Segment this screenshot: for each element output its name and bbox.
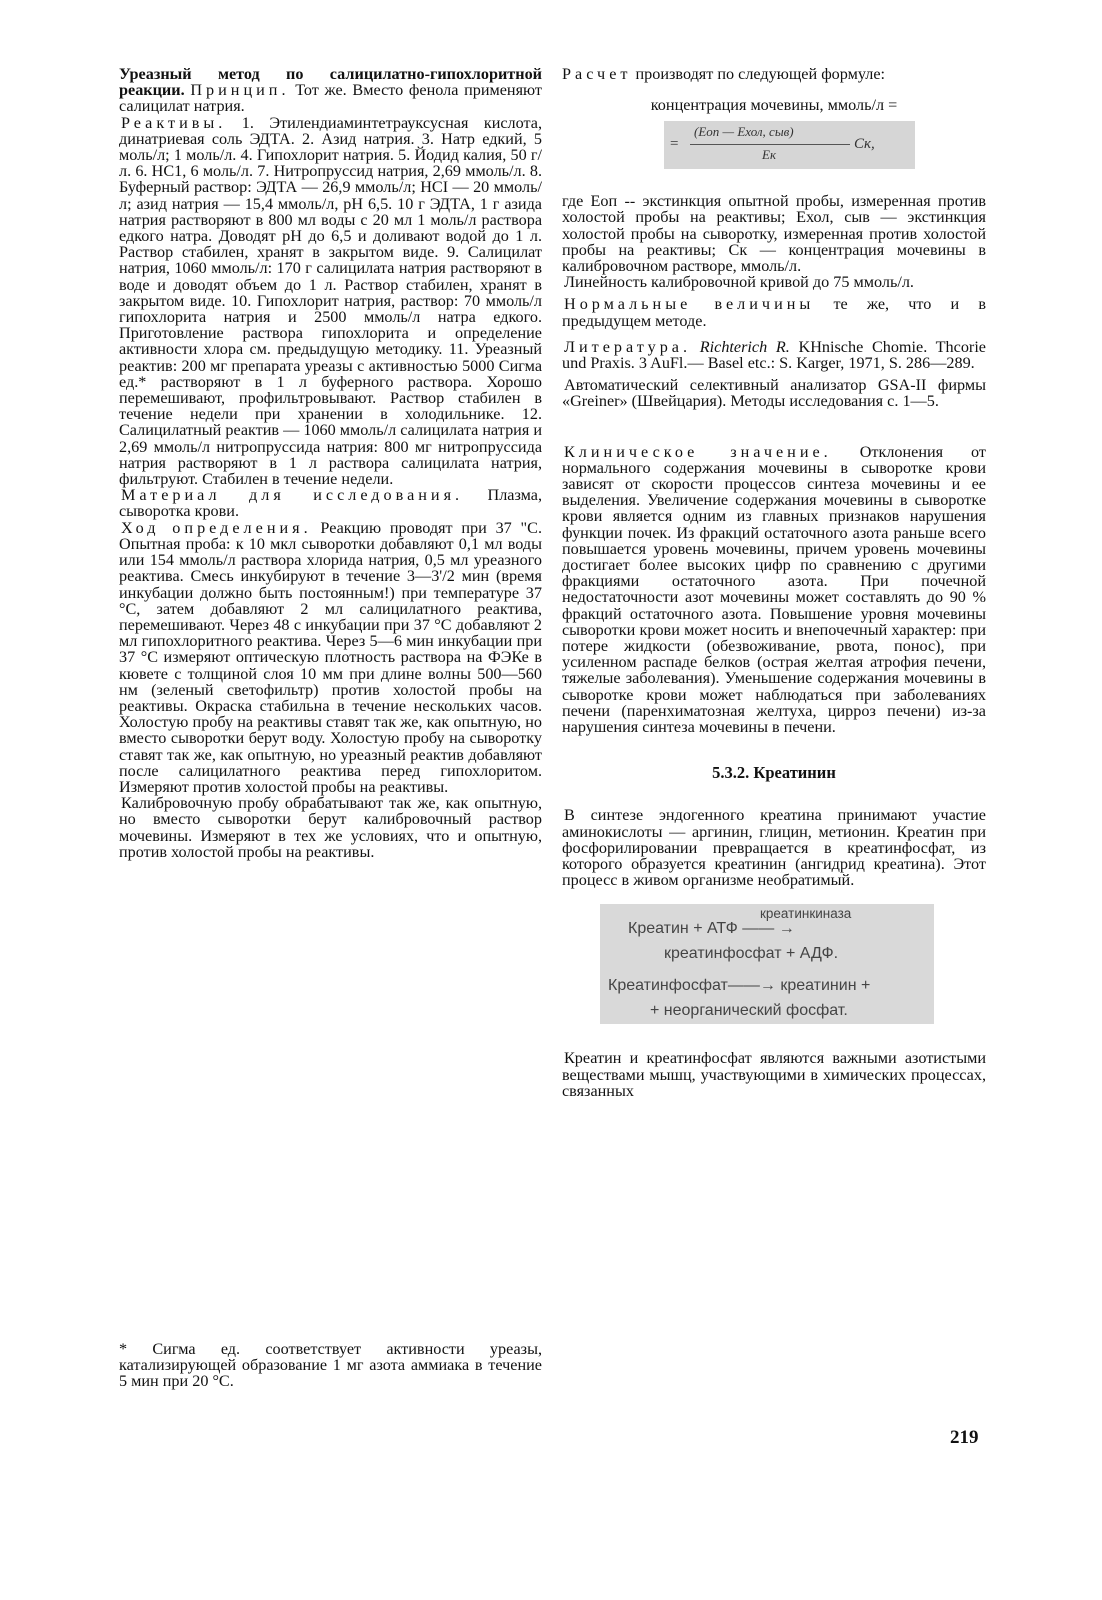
scheme-line-3: Креатинфосфат——→ креатинин + xyxy=(608,977,871,995)
section-heading: 5.3.2. Креатинин xyxy=(712,763,836,783)
reaction-scheme-image xyxy=(600,904,934,1024)
paragraph-where: где Еоп -- экстинкция опытной пробы, измеренная против холостой пробы на реактивы; Ехол, сыв — экстинкция холостой пробы на сыворотку, измеренная против холостой пробы на реактивы; Ск — концентрация мочевины в калибровочном растворе, ммоль/л. xyxy=(562,192,986,276)
paragraph-procedure xyxy=(119,520,542,795)
normal-text: те же, что и в предыдущем методе. xyxy=(562,295,986,330)
literature-label: Литература. xyxy=(564,337,692,356)
method-title: Уреазный метод по салицилатно-гипохлоритной реакции. xyxy=(119,65,542,100)
page-number: 219 xyxy=(950,1427,979,1448)
paragraph-clinical xyxy=(562,444,986,736)
material-text: Плазма, сыворотка крови. xyxy=(119,486,543,521)
left-column xyxy=(119,66,542,860)
footnote xyxy=(119,1341,542,1390)
paragraph-literature xyxy=(562,339,986,371)
paragraph-analyzer: Автоматический селективный анализатор GSA-II фирмы «Greiner» (Швейцария). Методы исследования с. 1—5. xyxy=(562,376,986,411)
formula-factor: Ск, xyxy=(854,136,875,153)
scheme-line-2: креатинфосфат + АДФ. xyxy=(664,945,839,963)
right-column xyxy=(562,66,986,1099)
paragraph-creatine-role: Креатин и креатинфосфат являются важными азотистыми веществами мышц, участвующими в химических процессах, связанных xyxy=(562,1049,986,1100)
procedure-text: Реакцию проводят при 37 "С. Опытная проба: к 10 мкл сыворотки добавляют 0,1 мл воды или 154 ммоль/л раствора хлорида натрия, 0,5 мл уреазного реактива. Смесь инкубируют в течение 3—3'/2 мин (время инкубации должно быть постоянным!) при температуре 37 °С, затем добавляют 2 мл салицилатного реактива, перемешивают. Через 48 с инкубации при 37 °С добавляют 2 мл гипохлоритного реактива. Через 5—6 мин инкубации при 37 °С измеряют оптическую плотность раствора на ФЭКе в кювете с толщиной слоя 10 мм при длине волны 500—560 нм (зеленый светофильтр) против холостой пробы на реактивы. Окраска стабильна в течение нескольких часов. Холостую пробу на реактивы ставят так же, как опытную, но вместо сыворотки берут воду. Холостую пробу на сыворотку ставят так же, как опытную, но уреазный реактив добавляют после салицилатного реактива перед гипохлоритом. Измеряют против холостой пробы на реактивы. xyxy=(119,518,543,796)
reagents-label: Реактивы. xyxy=(121,113,227,132)
paragraph-normal xyxy=(562,296,986,328)
scheme-line-1: Креатин + АТФ —— → xyxy=(628,920,795,938)
paragraph-calculation xyxy=(562,66,986,82)
principle-text: Тот же. Вместо фенола применяют салицилат натрия. xyxy=(119,81,542,116)
footnote-text: * Сигма ед. соответствует активности уреазы, катализирующей образование 1 мг азота аммиака в течение 5 мин при 20 °С. xyxy=(119,1340,542,1391)
clinical-label: Клиническое значение. xyxy=(564,442,832,461)
procedure-label: Ход определения. xyxy=(121,518,312,537)
scheme-enzyme: креатинкиназа xyxy=(760,906,852,922)
formula-numerator: (Еоп — Ехол, сыв) xyxy=(694,124,794,140)
paragraph-material xyxy=(119,487,542,519)
formula-equals: = xyxy=(670,136,679,153)
calculation-text: производят по следующей формуле: xyxy=(635,65,886,83)
calculation-label: Расчет xyxy=(562,65,632,83)
formula-denominator: Ек xyxy=(762,147,777,163)
clinical-text: Отклонения от нормального содержания мочевины в сыворотке крови зависят от скорости процессов синтеза мочевины и ее выделения. Увеличение содержания мочевины в сыворотке крови является одним из главных признаков нарушения функции почек. Из фракций остаточного азота раньше всего повышается уровень мочевины, причем уровень мочевины достигает более высоких цифр по сравнению с другими фракциями остаточного азота. При почечной недостаточности азот мочевины может составлять до 90 % фракций остаточного азота. Повышение уровня мочевины сыворотки крови может носить и внепочечный характер: при потере жидкости (обезвоживание, рвота, понос), при усиленном распаде белков (острая желтая атрофия печени, тяжелые заболевания). Уменьшение содержания мочевины в сыворотке крови может наблюдаться при заболеваниях печени (паренхиматозная желтуха, цирроз печени) из-за нарушения синтеза мочевины в печени. xyxy=(562,442,987,737)
formula-label: концентрация мочевины, ммоль/л = xyxy=(650,96,898,115)
paragraph-reagents xyxy=(119,115,542,488)
principle-label: Принцип. xyxy=(190,81,290,100)
literature-text: KHnische Chomie. Thcorie und Praxis. 3 AuFl.— Basel etc.: S. Karger, 1971, S. 286—289. xyxy=(562,337,986,373)
normal-label: Нормальные величины xyxy=(564,295,815,314)
formula-image xyxy=(664,121,915,169)
paragraph-creatinine-synthesis: В синтезе эндогенного креатина принимают участие аминокислоты — аргинин, глицин, метионин. Креатин при фосфорилировании превращается в креатинфосфат, из которого образуется креатинин (ангидрид креатина). Этот процесс в живом организме необратимый. xyxy=(562,806,986,890)
paragraph-principle xyxy=(119,66,542,115)
formula-fraction-bar xyxy=(690,144,850,145)
scheme-line-4: + неорганический фосфат. xyxy=(650,1002,848,1020)
literature-author: Richterich R. xyxy=(699,337,790,356)
paragraph-calibration: Калибровочную пробу обрабатывают так же, как опытную, но вместо сыворотки берут калибровочный раствор мочевины. Измеряют в тех же условиях, что и опытную, против холостой пробы на реактивы. xyxy=(119,794,542,861)
paragraph-linearity: Линейность калибровочной кривой до 75 ммоль/л. xyxy=(564,273,914,292)
reagents-text: 1. Этилендиаминтетрауксусная кислота, динатриевая соль ЭДТА. 2. Азид натрия. 3. Натр едкий, 5 моль/л; 1 моль/л. 4. Гипохлорит натрия. 5. Йодид калия, 50 г/л. 6. НС1, 6 моль/л. 7. Нитропруссид натрия, 2,69 ммоль/л. 8. Буферный раствор: ЭДТА — 26,9 ммоль/л; НСI — 20 ммоль/л; азид натрия — 15,4 ммоль/л, рН 6,5. 10 г ЭДТА, 1 г азида натрия растворяют в 800 мл воды с 20 мл 1 моль/л раствора едкого натра. Доводят рН до 6,5 и доливают водой до 1 л. Раствор стабилен, хранят в закрытом виде. 9. Салицилат натрия, 1060 ммоль/л: 170 г салицилата натрия растворяют в воде и доводят объем до 1 л. Раствор стабилен, хранят в закрытом виде. 10. Гипохлорит натрия, раствор: 70 ммоль/л гипохлорита натрия и 2500 ммоль/л натра едкого. Приготовление раствора гипохлорита и определение активности хлора см. предыдущую методику. 11. Уреазный реактив: 200 мг препарата уреазы с активностью 5000 Сигма ед.* растворяют в 1 л буферного раствора. Хорошо перемешивают, профильтровывают. Раствор стабилен в течение недели при хранении в холодильнике. 12. Салицилатный реактив — 1060 ммоль/л салицилата натрия и 2,69 ммоль/л нитропруссида натрия: 800 мг нитропруссида натрия растворяют в 1 л раствора салицилата натрия, фильтруют. Стабилен в течение недели. xyxy=(119,113,543,489)
material-label: Материал для исследования. xyxy=(121,486,464,505)
